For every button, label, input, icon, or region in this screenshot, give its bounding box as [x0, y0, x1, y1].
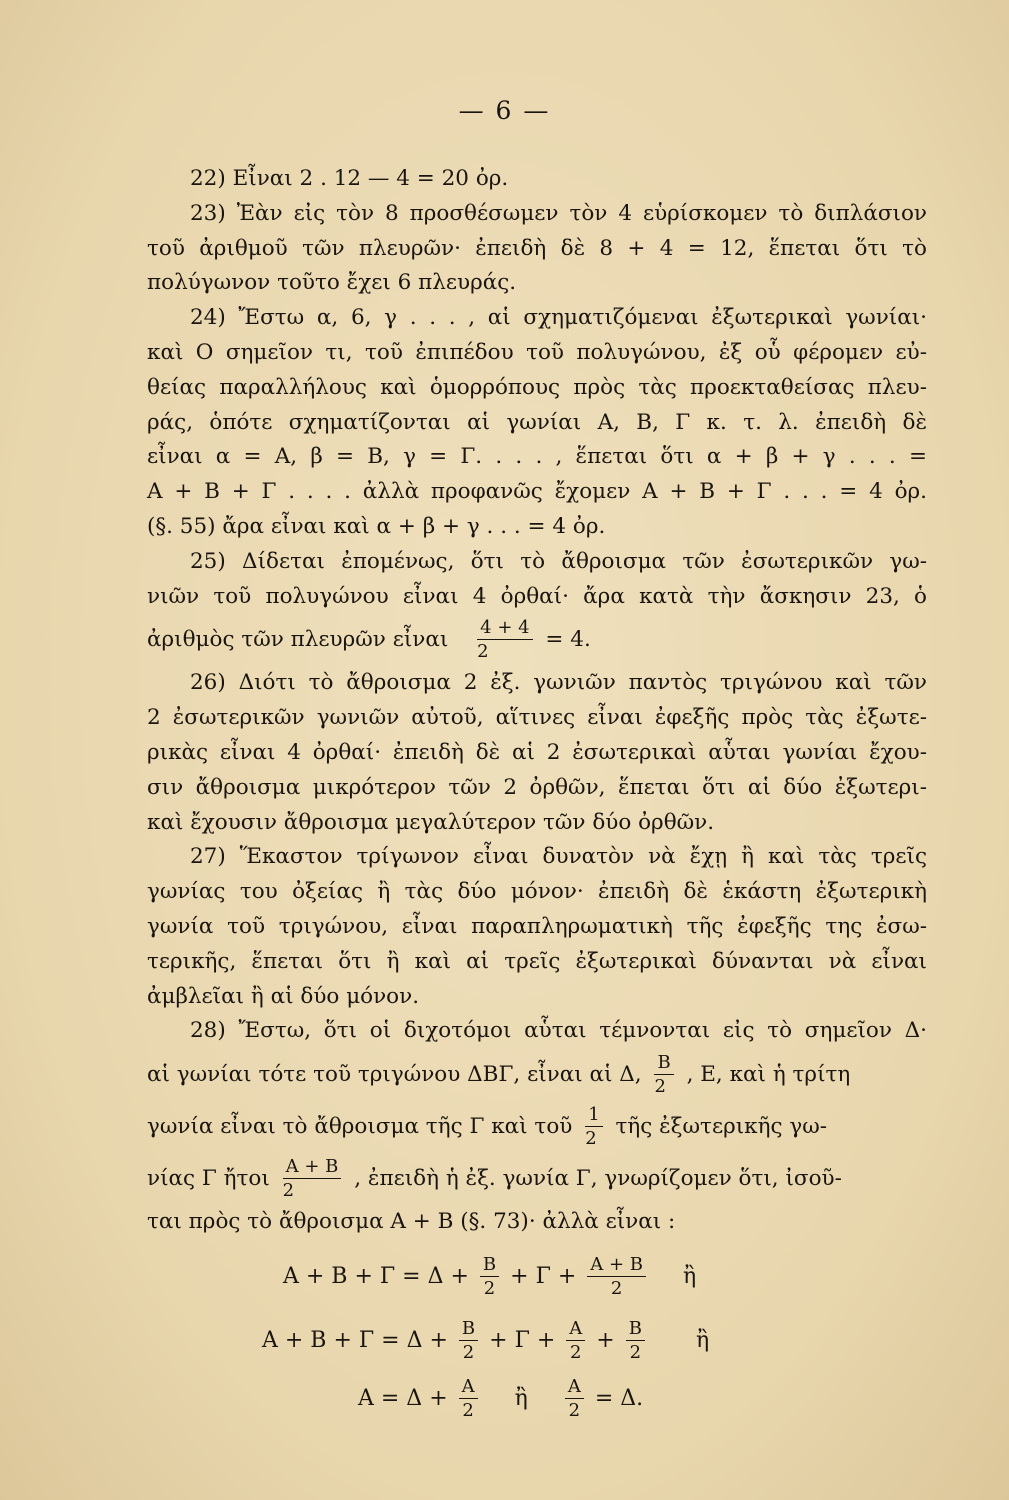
exercise-25-line: 25) Δίδεται ἐπομένως, ὅτι τὸ ἄθροισμα τῶν ἐσωτερικῶν γω-	[190, 548, 927, 574]
text-line-fraction	[147, 614, 927, 666]
text-fragment: = 4.	[545, 627, 591, 653]
text-line-fraction	[147, 1101, 927, 1153]
equation-text: ἢ	[514, 1386, 528, 1411]
text-line: καὶ Ο σημεῖον τι, τοῦ ἐπιπέδου τοῦ πολυγώνου, ἐξ οὗ φέρομεν εὐ-	[147, 339, 927, 365]
fraction	[283, 1158, 342, 1200]
fraction-numerator: Β	[654, 1054, 673, 1075]
text-line: ται πρὸς τὸ ἄθροισμα Α + Β (§. 73)· ἀλλὰ εἶναι :	[147, 1209, 676, 1235]
equation-text: ἢ	[683, 1264, 697, 1289]
text-fragment: τῆς ἐξωτερικῆς γω-	[615, 1114, 827, 1140]
fraction-denominator: 2	[585, 1128, 597, 1150]
fraction-denominator: 2	[282, 1180, 295, 1202]
fraction	[587, 1256, 646, 1298]
body-text	[147, 162, 927, 1240]
text-line: γωνίας του ὀξείας ἢ τὰς δύο μόνον· ἐπειδὴ δὲ ἑκάστη ἐξωτερικὴ	[147, 879, 927, 905]
fraction-numerator: 4 + 4	[477, 619, 532, 640]
text-line: τοῦ ἀριθμοῦ τῶν πλευρῶν· ἐπειδὴ δὲ 8 + 4 = 12, ἕπεται ὅτι τὸ	[147, 235, 927, 261]
text-line: καὶ ἔχουσιν ἄθροισμα μεγαλύτερον τῶν δύο ὀρθῶν.	[147, 809, 715, 835]
equation-text: Α + Β + Γ = Δ +	[283, 1264, 469, 1289]
fraction-numerator: Β	[626, 1320, 645, 1341]
text-fragment: αἱ γωνίαι τότε τοῦ τριγώνου ΔΒΓ, εἶναι αἱ Δ,	[147, 1062, 642, 1088]
fraction-numerator: 1	[585, 1106, 602, 1127]
fraction	[585, 1106, 602, 1148]
fraction-denominator: 2	[610, 1278, 623, 1299]
text-line: Α + Β + Γ . . . . ἀλλὰ προφανῶς ἔχομεν Α + Β + Γ . . . = 4 ὀρ.	[147, 479, 927, 505]
equation-3	[358, 1378, 643, 1420]
exercise-28-line: 28) Ἔστω, ὅτι οἱ διχοτόμοι αὗται τέμνονται εἰς τὸ σημεῖον Δ·	[190, 1018, 927, 1044]
exercise-23-line: 23) Ἐὰν εἰς τὸν 8 προσθέσωμεν τὸν 4 εὑρίσκομεν τὸ διπλάσιον	[190, 200, 927, 226]
fraction-denominator: 2	[570, 1342, 582, 1363]
page-number: — 6 —	[458, 96, 551, 125]
text-line: γωνία τοῦ τριγώνου, εἶναι παραπληρωματικὴ τῆς ἐφεξῆς της ἐσω-	[147, 913, 927, 939]
text-line: τερικῆς, ἕπεται ὅτι ἢ καὶ αἱ τρεῖς ἐξωτερικαὶ δύνανται νὰ εἶναι	[147, 948, 927, 974]
fraction-numerator: Α + Β	[283, 1158, 342, 1179]
fraction-numerator: Α + Β	[587, 1256, 646, 1277]
fraction-denominator: 2	[462, 1400, 474, 1421]
text-fragment: , ἐπειδὴ ἡ ἐξ. γωνία Γ, γνωρίζομεν ὅτι, ἰσοῦ-	[354, 1166, 842, 1192]
equation-text: Α = Δ +	[358, 1386, 448, 1411]
fraction-denominator: 2	[477, 641, 489, 663]
equation-text: Α + Β + Γ = Δ +	[262, 1328, 448, 1353]
text-line: εἶναι α = Α, β = Β, γ = Γ. . . . , ἕπεται ὅτι α + β + γ . . . =	[147, 444, 927, 470]
text-line-fraction	[147, 1153, 927, 1205]
fraction-denominator: 2	[483, 1278, 496, 1299]
fraction-denominator: 2	[568, 1400, 581, 1421]
fraction	[480, 1256, 499, 1298]
equation-text: ἢ	[695, 1328, 710, 1353]
text-line: σιν ἄθροισμα μικρότερον τῶν 2 ὀρθῶν, ἕπεται ὅτι αἱ δύο ἐξωτερι-	[147, 774, 927, 800]
exercise-24-line: 24) Ἔστω α, 6, γ . . . , αἱ σχηματιζόμεναι ἐξωτερικαὶ γωνίαι·	[190, 305, 927, 331]
text-fragment: , Ε, καὶ ἡ τρίτη	[686, 1062, 851, 1088]
equation-1	[283, 1256, 696, 1298]
fraction-denominator: 2	[629, 1342, 642, 1363]
text-line: νιῶν τοῦ πολυγώνου εἶναι 4 ὀρθαί· ἄρα κατὰ τὴν ἄσκησιν 23, ὁ	[147, 583, 927, 609]
fraction-numerator: Α	[459, 1378, 478, 1399]
fraction	[477, 619, 532, 661]
fraction-denominator: 2	[462, 1342, 475, 1363]
exercise-27-line: 27) Ἕκαστον τρίγωνον εἶναι δυνατὸν νὰ ἔχῃ ἢ καὶ τὰς τρεῖς	[190, 844, 927, 870]
equation-text: +	[596, 1328, 615, 1353]
fraction	[565, 1378, 584, 1420]
fraction	[654, 1054, 673, 1096]
text-fragment: ἀριθμὸς τῶν πλευρῶν εἶναι	[147, 627, 449, 653]
text-line: θείας παραλλήλους καὶ ὁμορρόπους πρὸς τὰς προεκταθείσας πλευ-	[147, 374, 927, 400]
equation-text: + Γ +	[510, 1264, 577, 1289]
fraction-numerator: Β	[480, 1256, 499, 1277]
fraction	[459, 1320, 478, 1362]
text-line: πολύγωνον τοῦτο ἔχει 6 πλευράς.	[147, 270, 517, 296]
fraction	[626, 1320, 645, 1362]
equation-2	[262, 1320, 709, 1362]
equation-text: + Γ +	[489, 1328, 556, 1353]
text-line: 2 ἐσωτερικῶν γωνιῶν αὐτοῦ, αἵτινες εἶναι ἐφεξῆς πρὸς τὰς ἐξωτε-	[147, 705, 927, 731]
equation-text: = Δ.	[594, 1386, 644, 1411]
fraction-denominator: 2	[654, 1076, 666, 1098]
fraction-numerator: Α	[565, 1378, 584, 1399]
text-line: ράς, ὁπότε σχηματίζονται αἱ γωνίαι Α, Β, Γ κ. τ. λ. ἐπειδὴ δὲ	[147, 409, 927, 435]
fraction-numerator: Α	[566, 1320, 585, 1341]
text-line: (§. 55) ἄρα εἶναι καὶ α + β + γ . . . = 4 ὀρ.	[147, 513, 606, 539]
text-fragment: γωνία εἶναι τὸ ἄθροισμα τῆς Γ καὶ τοῦ	[147, 1114, 573, 1140]
exercise-26-line: 26) Διότι τὸ ἄθροισμα 2 ἐξ. γωνιῶν παντὸς τριγώνου καὶ τῶν	[190, 670, 927, 696]
text-fragment: νίας Γ ἤτοι	[147, 1166, 270, 1192]
text-line-fraction	[147, 1049, 927, 1101]
text-line: ρικὰς εἶναι 4 ὀρθαί· ἐπειδὴ δὲ αἱ 2 ἐσωτερικαὶ αὗται γωνίαι ἔχου-	[147, 739, 927, 765]
fraction	[459, 1378, 478, 1420]
exercise-22-line: 22) Εἶναι 2 . 12 — 4 = 20 ὀρ.	[190, 166, 509, 191]
fraction	[566, 1320, 585, 1362]
text-line: ἀμβλεῖαι ἢ αἱ δύο μόνον.	[147, 983, 420, 1009]
fraction-numerator: Β	[459, 1320, 478, 1341]
